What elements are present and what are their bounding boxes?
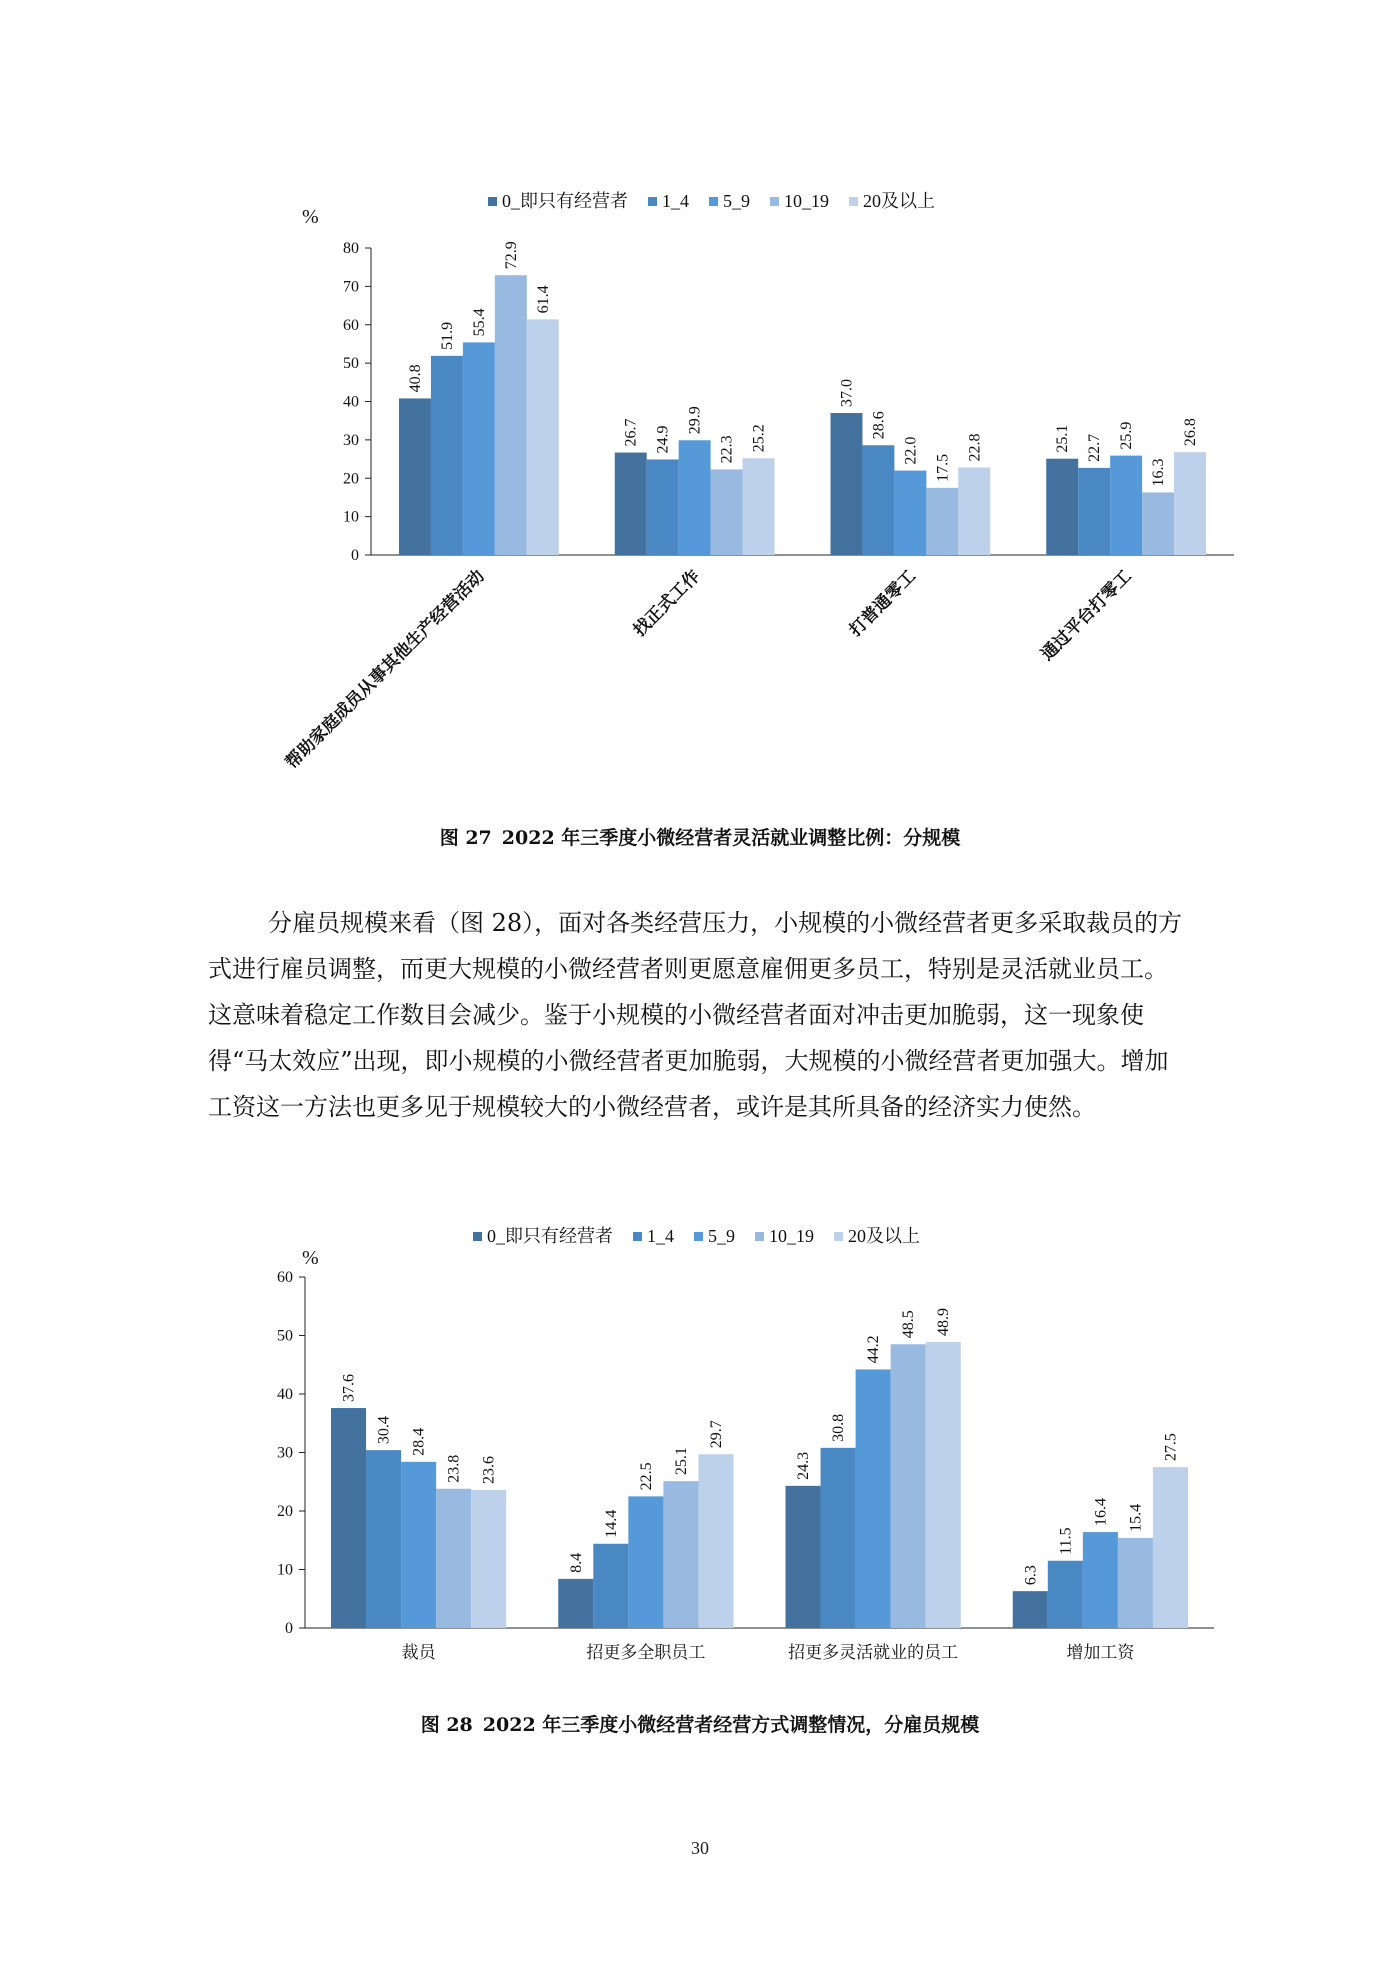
figure-28-text: 2022 年三季度小微经营者经营方式调整情况，分雇员规模 — [482, 1714, 980, 1736]
legend-swatch — [488, 197, 497, 206]
bar-value-label: 30.4 — [375, 1416, 393, 1445]
bar — [436, 1489, 471, 1628]
bar-value-label: 17.5 — [934, 453, 952, 482]
bar-value-label: 25.1 — [672, 1447, 690, 1476]
y-tick-label: 60 — [277, 1269, 293, 1286]
bar-value-label: 30.8 — [830, 1413, 848, 1442]
bar — [958, 468, 990, 555]
y-tick-label: 80 — [343, 240, 359, 257]
legend-item — [770, 191, 829, 211]
bar — [593, 1544, 628, 1628]
bar — [1046, 459, 1078, 555]
y-unit-label: % — [302, 206, 319, 228]
bar-value-label: 8.4 — [567, 1552, 585, 1573]
y-tick-label: 50 — [343, 355, 359, 373]
bar-value-label: 22.7 — [1086, 433, 1104, 462]
chart-business-adjustment — [0, 1220, 1400, 1660]
y-tick-label: 40 — [343, 393, 359, 411]
bar — [1013, 1591, 1048, 1628]
bar — [495, 275, 527, 555]
bar-value-label: 6.3 — [1022, 1565, 1040, 1586]
category-label: 打普通零工 — [845, 566, 920, 640]
bar — [862, 445, 894, 555]
legend-item — [755, 1226, 814, 1246]
bar — [463, 342, 495, 555]
bar — [1174, 452, 1206, 555]
bar — [679, 440, 711, 555]
legend-swatch — [709, 197, 718, 206]
bar — [1142, 492, 1174, 555]
bar — [743, 458, 775, 555]
bar-value-label: 37.0 — [838, 379, 856, 408]
y-tick-label: 20 — [343, 470, 359, 488]
bar — [926, 1342, 961, 1628]
bar — [1083, 1532, 1118, 1628]
legend-label: 5_9 — [723, 191, 750, 211]
category-label: 找正式工作 — [629, 566, 704, 640]
bar — [401, 1462, 436, 1628]
y-tick-label: 40 — [277, 1386, 293, 1403]
bar — [1118, 1538, 1153, 1628]
bar — [647, 459, 679, 555]
bar — [527, 319, 559, 555]
bar — [711, 469, 743, 555]
legend-label: 5_9 — [708, 1226, 735, 1246]
legend-item — [488, 191, 628, 211]
legend-label: 10_19 — [769, 1226, 814, 1246]
bar — [926, 488, 958, 555]
bar — [786, 1486, 821, 1628]
bar — [831, 413, 863, 555]
y-tick-label: 30 — [277, 1444, 293, 1462]
bar-value-label: 29.9 — [686, 406, 704, 435]
bar-value-label: 72.9 — [502, 241, 520, 270]
y-tick-label: 50 — [277, 1327, 293, 1345]
legend-item — [648, 191, 689, 211]
bar-value-label: 24.3 — [795, 1451, 813, 1480]
bar — [471, 1490, 506, 1628]
category-label: 增加工资 — [1066, 1643, 1135, 1660]
bar — [891, 1344, 926, 1628]
bar-value-label: 44.2 — [865, 1335, 883, 1364]
figure-27-label: 图 27 — [439, 827, 492, 849]
figure-28-caption — [0, 1710, 1400, 1737]
bar-value-label: 26.7 — [622, 418, 640, 447]
legend-label: 20及以上 — [848, 1226, 920, 1246]
bar — [894, 471, 926, 555]
y-tick-label: 10 — [343, 508, 359, 526]
y-tick-label: 30 — [343, 431, 359, 449]
legend-swatch — [473, 1232, 482, 1241]
bar-value-label: 22.8 — [966, 433, 984, 462]
bar — [1153, 1467, 1188, 1628]
legend-item — [849, 191, 935, 211]
page-number: 30 — [691, 1838, 709, 1858]
legend-item — [709, 191, 750, 211]
category-label: 帮助家庭成员从事其他生产经营活动 — [281, 566, 488, 773]
figure-27-caption — [0, 823, 1400, 850]
legend-label: 10_19 — [784, 191, 829, 211]
category-label: 通过平台打零工 — [1037, 566, 1135, 664]
legend-item — [694, 1226, 735, 1246]
bar — [856, 1369, 891, 1628]
legend-label: 0_即只有经营者 — [487, 1226, 613, 1246]
y-tick-label: 60 — [343, 316, 359, 334]
figure-28-label: 图 28 — [420, 1714, 473, 1736]
legend-swatch — [694, 1232, 703, 1241]
bar-value-label: 16.3 — [1150, 458, 1168, 487]
bar — [1078, 468, 1110, 555]
body-paragraph: 分雇员规模来看（图 28），面对各类经营压力，小规模的小微经营者更多采取裁员的方式进行雇员调整，而更大规模的小微经营者则更愿意雇佣更多员工，特别是灵活就业员工。这意味着稳定工作数目会减少。鉴于小规模的小微经营者面对冲击更加脆弱，这一现象使得“马太效应”出现，即小规模的小微经营者更加脆弱，大规模的小微经营者更加强大。增加工资这一方法也更多见于规模较大的小微经营者，或许是其所具备的经济实力使然。 — [208, 909, 1183, 1121]
legend-swatch — [633, 1232, 642, 1241]
bar-value-label: 55.4 — [470, 308, 488, 337]
bar-value-label: 29.7 — [707, 1420, 725, 1449]
legend-label: 1_4 — [647, 1226, 674, 1246]
bar-chart-1 — [0, 175, 1400, 815]
legend-swatch — [770, 197, 779, 206]
bar — [399, 398, 431, 555]
bar — [558, 1579, 593, 1628]
bar-value-label: 23.6 — [480, 1455, 498, 1484]
bar — [615, 453, 647, 555]
y-tick-label: 70 — [343, 278, 359, 296]
legend-swatch — [648, 197, 657, 206]
legend-label: 20及以上 — [863, 191, 935, 211]
bar-value-label: 48.9 — [935, 1307, 953, 1336]
bar-value-label: 16.4 — [1092, 1498, 1110, 1527]
y-tick-label: 0 — [351, 547, 359, 564]
bar-value-label: 51.9 — [438, 321, 456, 350]
legend-swatch — [834, 1232, 843, 1241]
category-label: 招更多全职员工 — [586, 1643, 706, 1660]
legend-label: 1_4 — [662, 191, 689, 211]
bar-value-label: 25.2 — [750, 424, 768, 453]
bar-value-label: 37.6 — [340, 1374, 358, 1403]
bar-value-label: 40.8 — [406, 364, 424, 393]
bar-value-label: 27.5 — [1162, 1433, 1180, 1462]
bar — [698, 1454, 733, 1628]
figure-27-text: 2022 年三季度小微经营者灵活就业调整比例：分规模 — [501, 827, 961, 849]
category-label: 招更多灵活就业的员工 — [788, 1643, 959, 1660]
bar-value-label: 24.9 — [654, 425, 672, 454]
bar-value-label: 25.9 — [1118, 421, 1136, 450]
bar — [1110, 456, 1142, 555]
bar-value-label: 11.5 — [1057, 1527, 1075, 1555]
legend-swatch — [755, 1232, 764, 1241]
bar — [1048, 1561, 1083, 1628]
bar-chart-2 — [0, 1220, 1400, 1660]
bar-value-label: 22.0 — [902, 436, 920, 465]
bar-value-label: 26.8 — [1182, 418, 1200, 447]
bar-value-label: 28.6 — [870, 411, 888, 440]
legend-item — [473, 1226, 613, 1246]
category-label: 裁员 — [401, 1643, 436, 1660]
bar-value-label: 14.4 — [602, 1509, 620, 1538]
y-tick-label: 10 — [277, 1561, 293, 1579]
bar-value-label: 22.5 — [637, 1462, 655, 1491]
legend-label: 0_即只有经营者 — [502, 191, 628, 211]
bar-value-label: 15.4 — [1127, 1503, 1145, 1532]
bar — [628, 1496, 663, 1628]
bar-value-label: 22.3 — [718, 435, 736, 464]
bar — [366, 1450, 401, 1628]
y-unit-label: % — [302, 1247, 319, 1269]
y-tick-label: 0 — [285, 1620, 293, 1637]
bar — [331, 1408, 366, 1628]
bar-value-label: 48.5 — [900, 1310, 918, 1339]
legend-item — [834, 1226, 920, 1246]
legend-item — [633, 1226, 674, 1246]
bar — [821, 1448, 856, 1628]
bar — [663, 1481, 698, 1628]
bar-value-label: 25.1 — [1054, 424, 1072, 453]
chart-flexible-employment-adjustment — [0, 175, 1400, 815]
y-tick-label: 20 — [277, 1503, 293, 1520]
bar-value-label: 28.4 — [410, 1427, 428, 1456]
legend-swatch — [849, 197, 858, 206]
bar — [431, 356, 463, 555]
bar-value-label: 61.4 — [534, 285, 552, 314]
bar-value-label: 23.8 — [445, 1454, 463, 1483]
